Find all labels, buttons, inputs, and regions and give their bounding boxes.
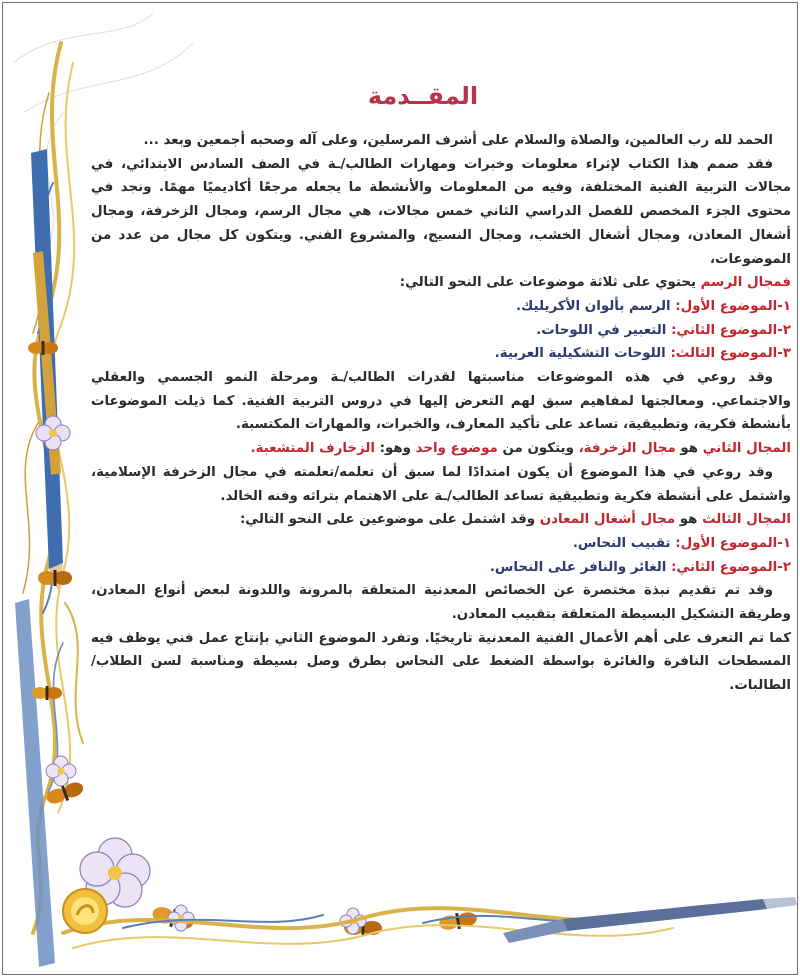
drawing-topic-3	[91, 342, 791, 366]
drawing-topic-2	[91, 319, 791, 343]
second-field-topic: الزخارف المتشعبة.	[250, 441, 375, 457]
second-field-mid-2: ويتكون من	[497, 441, 579, 457]
drawing-topic-3-text: اللوحات التشكيلية العربية.	[494, 346, 671, 362]
metal-topic-2-text: الغائر والنافر على النحاس.	[489, 559, 672, 575]
third-field-mid-2: وقد اشتمل على موضوعين على النحو التالي:	[239, 512, 540, 528]
metal-topic-1	[91, 532, 791, 556]
drawing-notes-paragraph: وقد روعي في هذه الموضوعات مناسبتها لقدرات الطالب/ـة ومرحلة النمو الجسمي والعقلي والاجتماعي. ومعالجتها لمفاهيم سبق لهم التعرض إليها في دروس التربية الفنية. كما ذيلت الموضوعات بأنشطة فكرية، وتطبيقية، تساعد على تأكيد المعارف، والخبرات، والمهارات المكتسبة.	[91, 370, 791, 433]
metal-topic-1-text: تقبيب النحاس.	[572, 535, 676, 551]
drawing-topic-1-text: الرسم بألوان الأكريليك.	[515, 298, 676, 314]
second-field-mid-3: وهو:	[374, 441, 416, 457]
drawing-topic-2-text: التعبير في اللوحات.	[536, 322, 672, 338]
third-field-mid-1: هو	[675, 512, 703, 528]
third-field-line	[91, 508, 791, 532]
second-field-name: مجال الزخرفة،	[578, 441, 676, 457]
drawing-topic-1-label: ١-الموضوع الأول:	[675, 298, 791, 314]
second-field-label: المجال الثاني	[702, 441, 791, 457]
drawing-topic-2-label: ٢-الموضوع الثاني:	[671, 322, 791, 338]
second-field-mid-1: هو	[675, 441, 703, 457]
metal-notes-paragraph: وقد تم تقديم نبذة مختصرة عن الخصائص المعدنية المتعلقة بالمرونة واللدونة لبعض أنواع المعادن، وطريقة التشكيل البسيطة المتعلقة بتقبيب المعادن.	[91, 583, 791, 623]
page-title: المقــدمة	[367, 82, 479, 110]
drawing-field-line	[91, 271, 791, 295]
drawing-field-text: يحتوي على ثلاثة موضوعات على النحو التالي:	[399, 275, 701, 291]
intro-paragraph: الحمد لله رب العالمين، والصلاة والسلام على أشرف المرسلين، وعلى آله وصحبه أجمعين وبعد ...	[143, 133, 773, 148]
third-field-label: المجال الثالث	[702, 512, 791, 528]
book-purpose-paragraph: فقد صمم هذا الكتاب لإثراء معلومات وخبرات ومهارات الطالب/ـة في الصف السادس الابتدائي، في مجالات التربية الفنية المختلفة، وفيه من المعلومات والأنشطة ما يجعله مرجعًا أكاديميًا مهمًا. ونجد في محتوى الجزء المخصص للفصل الدراسي الثاني خمس مجالات، هي مجال الرسم، ومجال الزخرفة، ومجال أشغال المعادن، ومجال أشغال الخشب، ومجال النسيج، والمشروع الفني. ويتكون كل مجال من عدد من الموضوعات،	[91, 156, 791, 267]
second-field-count: موضوع واحد	[415, 441, 498, 457]
metal-topic-2	[91, 556, 791, 580]
second-field-line	[91, 437, 791, 461]
metal-topic-1-label: ١-الموضوع الأول:	[675, 535, 791, 551]
introduction-content	[91, 81, 791, 698]
drawing-topic-1	[91, 295, 791, 319]
decoration-notes-paragraph: وقد روعي في هذا الموضوع أن يكون امتدادًا لما سبق أن تعلمه/تعلمته في مجال الزخرفة الإسلامية، واشتمل على أنشطة فكرية وتطبيقية تساعد الطالب/ـة على الاهتمام بتراثه وفنه الخالد.	[91, 464, 791, 504]
drawing-field-label: فمجال الرسم	[700, 275, 791, 291]
metal-topic-2-label: ٢-الموضوع الثاني:	[671, 559, 791, 575]
metal-history-paragraph: كما تم التعرف على أهم الأعمال الفنية المعدنية تاريخيًا. وتفرد الموضوع الثاني بإنتاج عمل فني يوظف فيه المسطحات النافرة والغائرة بواسطة الضغط على النحاس بطرق وصل بسيطة ومناسبة لسن الطلاب/ الطالبات.	[91, 630, 791, 694]
book-page	[2, 2, 798, 975]
third-field-name: مجال أشغال المعادن	[539, 512, 676, 528]
drawing-topic-3-label: ٣-الموضوع الثالث:	[670, 346, 791, 362]
